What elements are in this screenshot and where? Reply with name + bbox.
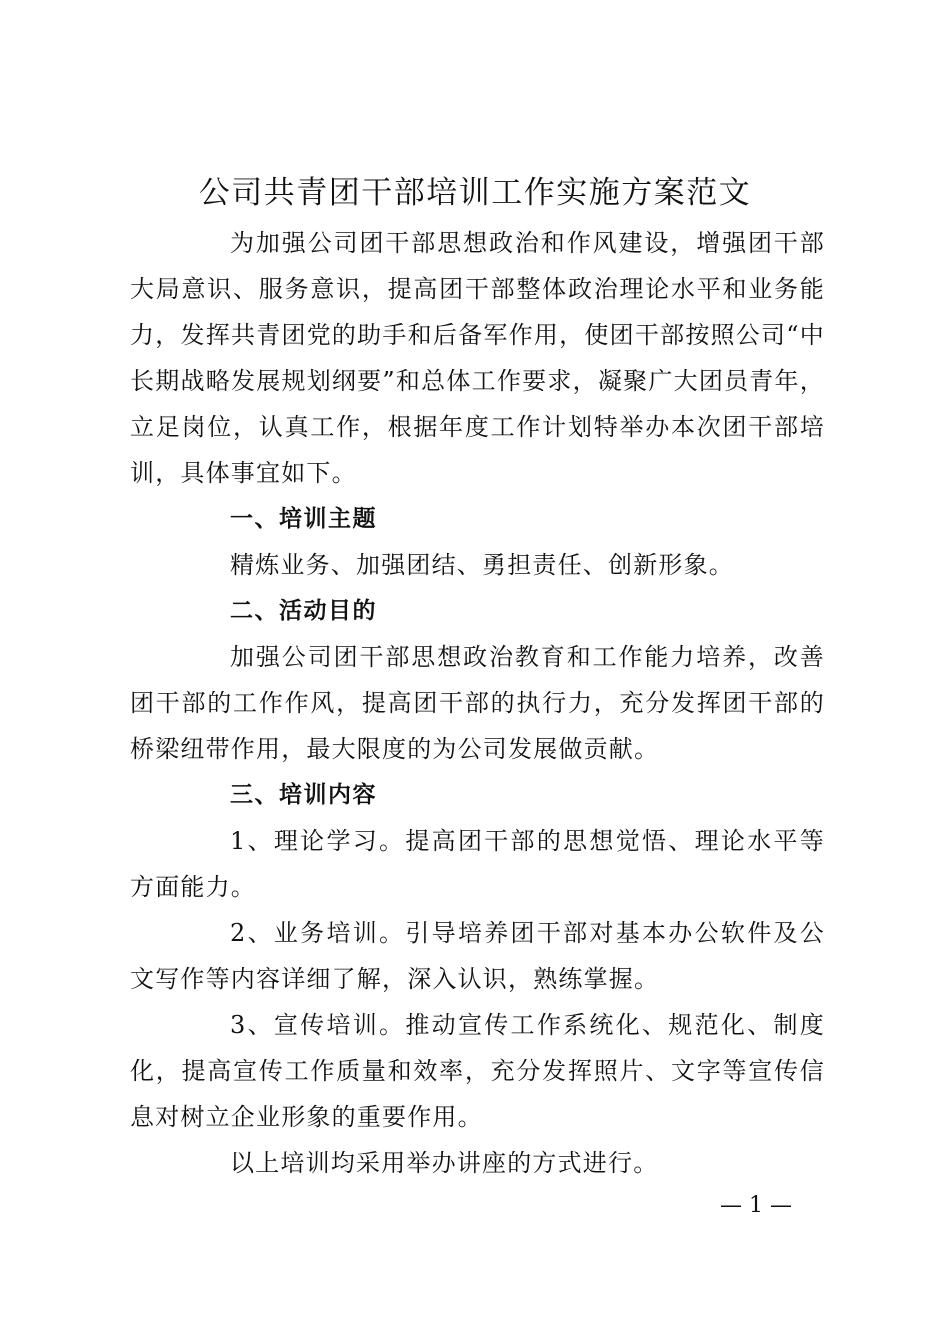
page-number: — 1 — [720,1193,792,1218]
content-method-paragraph: 以上培训均采用举办讲座的方式进行。 [230,1149,659,1177]
purpose-paragraph: 加强公司团干部思想政治教育和工作能力培养，改善团干部的工作作风，提高团干部的执行力，充分发挥团干部的桥梁纽带作用，最大限度的为公司发展做贡献。 [130,643,825,763]
theme-paragraph: 精炼业务、加强团结、勇担责任、创新形象。 [230,551,734,579]
section-heading-purpose: 二、活动目的 [230,598,377,624]
section-heading-theme: 一、培训主题 [230,506,377,532]
intro-paragraph: 为加强公司团干部思想政治和作风建设，增强团干部大局意识、服务意识，提高团干部整体政治理论水平和业务能力，发挥共青团党的助手和后备军作用，使团干部按照公司“中长期战略发展规划纲要”和总体工作要求，凝聚广大团员青年，立足岗位，认真工作，根据年度工作计划特举办本次团干部培训，具体事宜如下。 [130,229,825,487]
content-item-publicity: 3、宣传培训。推动宣传工作系统化、规范化、制度化，提高宣传工作质量和效率，充分发挥照片、文字等宣传信息对树立企业形象的重要作用。 [130,1011,825,1131]
document-body [130,220,825,1186]
document-title: 公司共青团干部培训工作实施方案范文 [198,175,752,211]
content-item-business: 2、业务培训。引导培养团干部对基本办公软件及公文写作等内容详细了解，深入认识，熟练掌握。 [130,919,825,993]
content-item-theory: 1、理论学习。提高团干部的思想觉悟、理论水平等方面能力。 [130,827,825,901]
section-heading-content: 三、培训内容 [230,782,377,808]
